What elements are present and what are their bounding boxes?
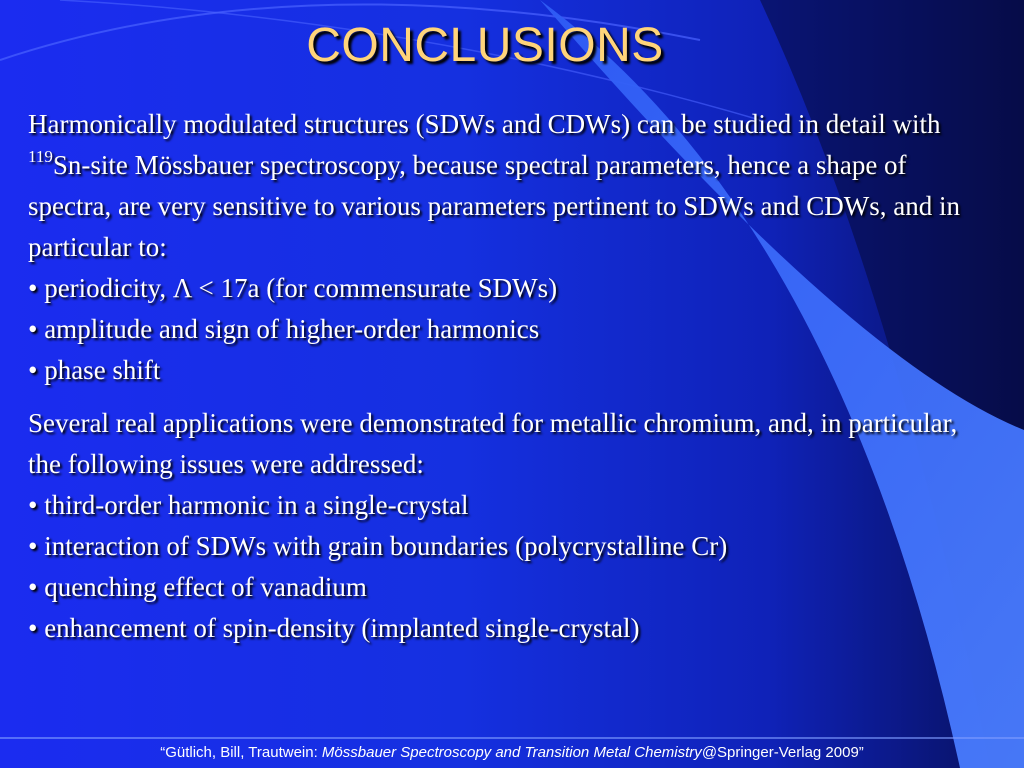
bullet-item: • periodicity, Λ < 17a (for commensurate SDWs) bbox=[28, 273, 558, 303]
paragraph-intro-2: Several real applications were demonstrated for metallic chromium, and, in particular, the following issues were addressed: bbox=[28, 408, 958, 479]
footer-citation bbox=[0, 738, 1024, 768]
bullet-item: • enhancement of spin-density (implanted single-crystal) bbox=[28, 613, 640, 643]
bullet-item: • amplitude and sign of higher-order harmonics bbox=[28, 314, 540, 344]
footer-authors: “Gütlich, Bill, Trautwein: bbox=[160, 744, 322, 761]
bullet-item: • phase shift bbox=[28, 355, 161, 385]
slide-title: CONCLUSIONS bbox=[306, 19, 664, 72]
isotope-superscript: 119 bbox=[28, 147, 53, 166]
footer-publisher: @Springer-Verlag 2009” bbox=[701, 744, 864, 761]
paragraph-intro-1: Harmonically modulated structures (SDWs and CDWs) can be studied in detail with $^{119}$Sn-site Mössbauer spectroscopy, because spectral parameters, hence a shape of spectra, are very sensitive to various parameters pertinent to SDWs and CDWs, and in particular to: bbox=[28, 109, 960, 262]
bullet-item: • interaction of SDWs with grain boundaries (polycrystalline Cr) bbox=[28, 531, 728, 561]
footer-book-title: Mössbauer Spectroscopy and Transition Metal Chemistry bbox=[321, 744, 702, 761]
slide-content bbox=[28, 104, 963, 649]
bullet-item: • third-order harmonic in a single-crystal bbox=[28, 490, 469, 520]
bullet-item: • quenching effect of vanadium bbox=[28, 572, 367, 602]
